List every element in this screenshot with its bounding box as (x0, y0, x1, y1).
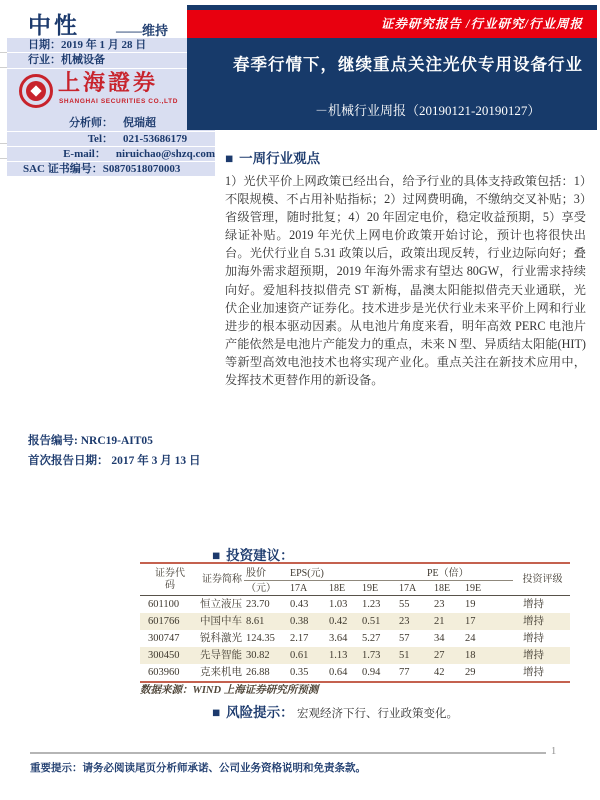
report-subtitle: －机械行业周报（20190121-20190127） (315, 103, 541, 118)
col-header-price: 股价 (244, 563, 288, 581)
sac-label: SAC 证书编号： (23, 163, 103, 175)
cell-price: 124.35 (246, 633, 275, 644)
cell-pe18: 42 (434, 667, 445, 678)
cell-eps18: 0.64 (329, 667, 348, 678)
cell-pe18: 27 (434, 650, 445, 661)
weekly-view-section (225, 147, 586, 389)
footer-divider (30, 752, 546, 754)
table-row (140, 613, 570, 630)
cell-eps17: 0.43 (290, 599, 309, 610)
cell-pe19: 19 (465, 599, 476, 610)
cell-name: 中国中车 (200, 616, 242, 627)
square-bullet-icon: ■ (212, 548, 221, 563)
cell-pe17: 55 (399, 599, 410, 610)
footer-notice: 重要提示：请务必阅读尾页分析师承诺、公司业务资格说明和免责条款。 (30, 763, 366, 774)
col-header-name: 证券简称 (198, 563, 244, 596)
first-report-date-line (28, 451, 201, 471)
cell-code: 601100 (148, 599, 180, 610)
col-header-price-unit: （元） (244, 581, 288, 596)
report-type-banner: 证券研究报告 /行业研究/行业周报 (187, 10, 597, 38)
analyst-row (7, 116, 215, 132)
first-report-date-label: 首次报告日期： (28, 455, 112, 467)
date-value: 2019 年 1 月 28 日 (61, 39, 147, 51)
cell-eps19: 0.94 (362, 667, 381, 678)
logo-company-name-en: SHANGHAI SECURITIES CO.,LTD (59, 98, 179, 105)
cell-pe19: 18 (465, 650, 476, 661)
cell-rating: 增持 (523, 599, 544, 610)
risk-section (212, 701, 458, 721)
cell-pe18: 23 (434, 599, 445, 610)
cell-pe18: 21 (434, 616, 445, 627)
analyst-name: 倪瑞超 (123, 117, 156, 129)
cell-rating: 增持 (523, 650, 544, 661)
col-header-eps-17a: 17A (288, 581, 327, 596)
email-value[interactable]: niruichao@shzq.com (115, 148, 215, 160)
cell-rating: 增持 (523, 633, 544, 644)
margin-tick (0, 143, 7, 144)
cell-pe17: 77 (399, 667, 410, 678)
cell-eps18: 1.03 (329, 599, 348, 610)
cell-rating: 增持 (523, 667, 544, 678)
col-header-pe-group: PE（倍） (397, 563, 513, 581)
cell-code: 300450 (148, 650, 180, 661)
cell-price: 23.70 (246, 599, 270, 610)
col-header-eps-18e: 18E (327, 581, 360, 596)
col-header-pe-18e: 18E (432, 581, 463, 596)
table-row (140, 596, 570, 614)
industry-value: 机械设备 (61, 54, 105, 66)
cell-pe19: 29 (465, 667, 476, 678)
cell-pe17: 23 (399, 616, 410, 627)
cell-name: 先导智能 (200, 650, 242, 661)
rating-maintain: ——维持 (116, 23, 169, 38)
cell-pe19: 17 (465, 616, 476, 627)
shanghai-securities-emblem-icon (19, 74, 53, 108)
cell-eps19: 1.23 (362, 599, 381, 610)
date-row (7, 38, 215, 53)
weekly-view-heading (225, 147, 586, 167)
table-row (140, 630, 570, 647)
industry-row (7, 53, 215, 69)
tel-value: 021-53686179 (123, 133, 188, 145)
cell-price: 8.61 (246, 616, 265, 627)
cell-name: 克来机电 (200, 667, 242, 678)
col-header-rating: 投资评级 (513, 563, 570, 596)
invest-advice-heading (212, 544, 294, 564)
cell-pe17: 57 (399, 633, 410, 644)
data-source-note: 数据来源：WIND 上海证券研究所预测 (140, 685, 319, 696)
report-number-block (28, 431, 201, 471)
cell-eps18: 3.64 (329, 633, 348, 644)
weekly-view-heading-text: 一周行业观点 (239, 151, 321, 166)
cell-eps17: 0.61 (290, 650, 309, 661)
cell-eps19: 5.27 (362, 633, 381, 644)
cell-price: 30.82 (246, 650, 270, 661)
margin-tick (0, 52, 7, 53)
cell-code: 601766 (148, 616, 180, 627)
analyst-label: 分析师： (69, 117, 113, 129)
cell-eps17: 0.38 (290, 616, 309, 627)
report-number-value: NRC19-AIT05 (80, 435, 153, 447)
stock-recommendation-table (140, 562, 570, 683)
col-header-eps-group: EPS(元) (288, 563, 397, 581)
square-bullet-icon: ■ (212, 705, 221, 720)
cell-eps18: 0.42 (329, 616, 348, 627)
industry-label: 行业： (28, 54, 61, 66)
email-row (7, 147, 215, 162)
cell-eps17: 2.17 (290, 633, 309, 644)
cell-pe19: 24 (465, 633, 476, 644)
report-number-label: 报告编号: (28, 435, 81, 447)
logo-company-name: 上海證券 (58, 70, 159, 95)
cell-eps18: 1.13 (329, 650, 348, 661)
report-title: 春季行情下，继续重点关注光伏专用设备行业 (233, 55, 583, 74)
table-row (140, 647, 570, 664)
title-banner-block (187, 5, 597, 130)
cell-price: 26.88 (246, 667, 270, 678)
cell-name: 锐科激光 (200, 633, 242, 644)
cell-code: 300747 (148, 633, 180, 644)
col-header-pe-17a: 17A (397, 581, 432, 596)
company-logo (7, 69, 215, 116)
margin-tick (0, 158, 7, 159)
cell-pe18: 34 (434, 633, 445, 644)
sac-value: S0870518070003 (102, 163, 181, 175)
tel-label: Tel： (87, 133, 113, 145)
cell-rating: 增持 (523, 616, 544, 627)
rating-label: 中性 (28, 13, 80, 38)
first-report-date-value: 2017 年 3 月 13 日 (111, 455, 201, 467)
report-info-sidebar (7, 38, 215, 176)
cell-pe17: 51 (399, 650, 410, 661)
date-label: 日期： (28, 39, 61, 51)
tel-row (7, 132, 215, 147)
page-number: 1 (551, 746, 557, 757)
sac-row (7, 162, 215, 176)
col-header-code: 证券代码 (140, 563, 198, 596)
cell-name: 恒立液压 (200, 599, 242, 610)
cell-eps19: 0.51 (362, 616, 381, 627)
invest-advice-heading-text: 投资建议： (226, 548, 294, 563)
cell-code: 603960 (148, 667, 180, 678)
col-header-eps-19e: 19E (360, 581, 397, 596)
weekly-view-body: 1）光伏平价上网政策已经出台，给予行业的具体支持政策包括：1）不限规模、不占用补贴指标；2）过网费明确，不缴纳交叉补贴；3）省级管理，随时批复；4）20 年固定电价，稳定收益预期，5）享受绿证补贴。2019 年光伏上网电价政策开始讨论，预计也将很快出台。光伏行业自 5.31 政策以后，政策出现反转，行业边际向好；叠加海外需求超预期，2019 年海外需求有望达 80GW，行业需求持续向好。爱旭科技拟借壳 ST 新梅，晶澳太阳能拟借壳天业通联，光伏企业加速资产证券化。技术进步是光伏行业未来平价上网和行业进步的根本驱动因素。从电池片角度来看，明年高效 PERC 电池片产能依然是电池片产能发力的重点，未来 N 型、异质结太阳能(HIT)等新型高效电池技术也将实现产业化。重点关注在新技术应用中，发挥技术更替作用的新设备。 (225, 174, 586, 388)
cell-eps17: 0.35 (290, 667, 309, 678)
risk-heading-text: 风险提示： (226, 705, 294, 720)
email-label: E-mail： (63, 148, 106, 160)
report-number-line (28, 431, 201, 451)
margin-tick (0, 67, 7, 68)
table-row (140, 664, 570, 682)
col-header-pe-19e: 19E (463, 581, 513, 596)
square-bullet-icon: ■ (225, 151, 234, 166)
cell-eps19: 1.73 (362, 650, 381, 661)
risk-body: 宏观经济下行、行业政策变化。 (297, 708, 459, 720)
